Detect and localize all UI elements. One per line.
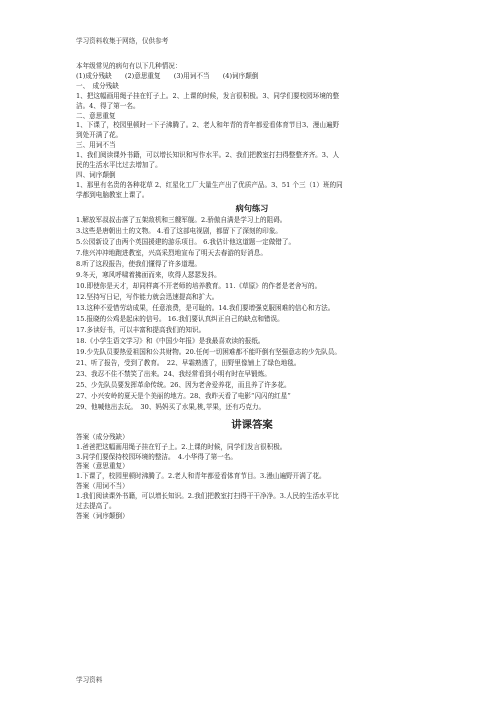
section-1: [76, 82, 428, 112]
practice-item: 12.坚持写日记，写作能力就会迅速提高和扩大。: [76, 292, 219, 301]
section-2: [76, 112, 428, 142]
answer-line: 1.下课了，校园里顿时沸腾了。2.老人和青年都爱看体育节目。3.漫山遍野开满了花。: [76, 472, 326, 481]
practice-item: 8.听了这段报告，使我们懂得了许多道理。: [76, 259, 201, 268]
answers-title: 讲课答案: [231, 418, 273, 431]
section-line: 到处开满了花。: [76, 131, 123, 140]
practice-item: 23、我忍不住不禁笑了出来。24、我经常看到小明有时在早锻炼。: [76, 369, 271, 378]
practice-item: 29、他喊他出去玩。 30、妈妈买了水果,桃,苹果，还有巧克力。: [76, 402, 266, 411]
practice-item: 13.这种不爱惜劳动成果，任意浪费，是可耻的。14.我们要增强克服困难的信心和方法。: [76, 303, 335, 312]
section-line: 民的生活水平比过去增加了。: [76, 161, 162, 170]
intro-types: (1)成分残缺 (2)意思重复 (3)用词不当 (4)词序颠倒: [76, 71, 259, 80]
answer-line: 3.同学们要保持校园环境的整洁。 4.小华得了第一名。: [76, 452, 237, 461]
section-4: [76, 171, 428, 201]
section-line: 1、我们阅读课外书籍，可以增长知识和写作水平。2、我们把教室打扫得整整齐齐。3、人: [76, 151, 340, 160]
practice-item: 27、小兴安岭的夏天是个美丽的地方。28、我昨天看了电影“闪闪的红星”: [76, 391, 291, 400]
section-line: 洁。4、得了第一名。: [76, 101, 140, 110]
practice-item: 1.解放军叔叔击落了五架敌机和三艘军舰。2.骄傲自满是学习上的阻碍。: [76, 215, 287, 224]
answer-line: 1.我们阅读课外书籍，可以增长知识。2.我们把教室打扫得干干净净。3.人民的生活水平比: [76, 492, 339, 501]
answer-label: 答案（成分残缺）: [76, 432, 129, 441]
section-line: 1、下课了，校园里顿时一下子沸腾了。2、老人和年青的青年都爱看体育节目3、漫山遍野: [76, 121, 340, 130]
intro-line: 本年级常见的病句有以下几种情况：: [76, 62, 182, 70]
practice-item: 7.他兴冲冲地跑进教室，兴高采烈地宣布了明天去春游的好消息。: [76, 248, 267, 257]
page-footer: 学习资料: [76, 676, 103, 684]
practice-item: 17.多读好书，可以丰富和提高我们的知识。: [76, 325, 206, 334]
practice-item: 5.公园新设了由两个英国援建的游乐项目。 6.我估计他这道题一定做错了。: [76, 237, 296, 246]
page-header: 学习资料收集于网络，仅供参考: [76, 37, 169, 45]
section-heading: 二、意思重复: [76, 111, 116, 120]
section-line: 1、把这幅画用绳子挂在钉子上。2、上课的时候，发言很积极。3、同学们要校园环境的整: [76, 91, 340, 100]
practice-item: 9.冬天，寒风呼啸着拂面而来，吹得人瑟瑟发抖。: [76, 270, 221, 279]
answer-label: 答案（词序颠倒）: [76, 511, 129, 520]
practice-item: 3.这些是唐朝出土的文物。 4.看了这部电视剧，都留下了深刻的印象。: [76, 226, 282, 235]
practice-item: 21、听了报告，受到了教育。 22、早霜熟透了，田野里像铺上了绿色地毯。: [76, 358, 301, 367]
section-heading: 三、用词不当: [76, 141, 116, 150]
answers-block-4: [76, 512, 428, 522]
answer-label: 答案（用词不当）: [76, 482, 129, 491]
answers-block-3: [76, 482, 428, 512]
practice-item: 18.《小学生语文学习》和《中国少年报》是我最喜欢读的报纸。: [76, 336, 265, 345]
section-heading: 四、词序颠倒: [76, 170, 116, 179]
practice-item: 15.报晓的公鸡是起床的信号。 16.我们要认真纠正自己的缺点和错误。: [76, 314, 284, 323]
answers-block-2: [76, 462, 428, 482]
answers-block-1: [76, 433, 428, 463]
section-3: [76, 141, 428, 171]
document-body: [76, 58, 428, 522]
section-line: 学都到电脑教室上课了。: [76, 190, 149, 199]
practice-title: 病句练习: [235, 202, 269, 213]
practice-list: [76, 215, 428, 413]
answer-line: 1.爸爸把这幅画用绳子挂在钉子上。2.上课的时候，同学们发言很积极。: [76, 442, 287, 451]
practice-item: 19.少先队员要热爱祖国和公共财物。20.任何一切困难都不能吓倒有坚强意志的少先队员。: [76, 347, 341, 356]
section-line: 1、那里有名贵的各种花草 2、红星化工厂大量生产出了优质产品。3、51 个三（1）班的同: [76, 180, 343, 189]
answer-line: 过去提高了。: [76, 502, 116, 511]
practice-item: 25、少先队员要发挥革命传统。26、因为老舍爱养花，而且养了许多花。: [76, 380, 291, 389]
answer-label: 答案（意思重复）: [76, 462, 129, 471]
practice-item: 10.即使你是天才，却同样离不开老师的培养教育。11.《草原》的作者是老舍写的。: [76, 281, 322, 290]
section-heading: 一、 成分残缺: [76, 81, 119, 90]
